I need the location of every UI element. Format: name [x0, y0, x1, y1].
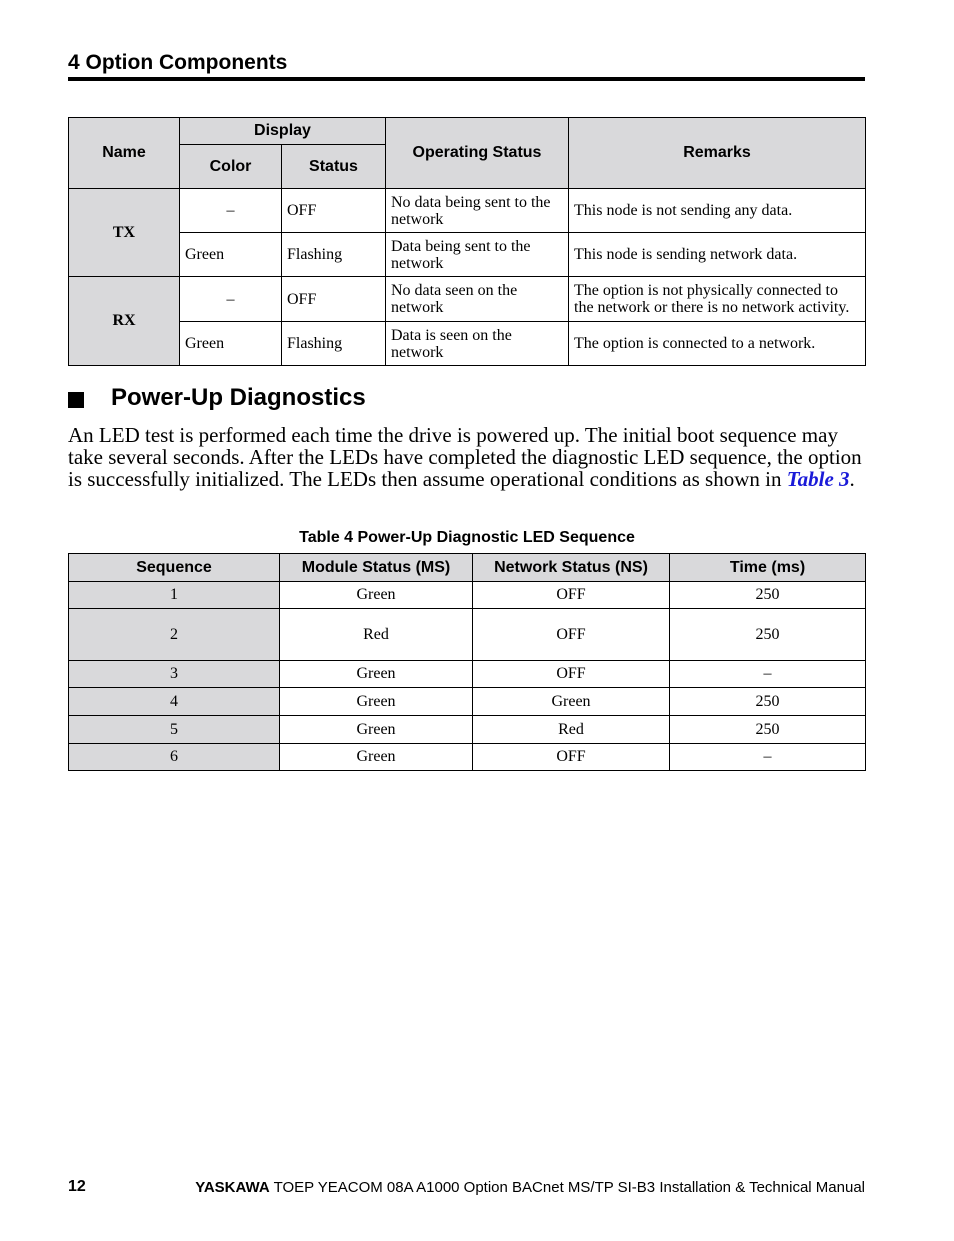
section-heading: [68, 384, 366, 412]
table-3-link[interactable]: Table 3: [786, 467, 850, 491]
paragraph-end: .: [849, 467, 855, 491]
power-up-sequence-table: [68, 553, 866, 771]
network-status-cell: OFF: [473, 744, 670, 771]
table-row: [69, 609, 866, 661]
led-operating-status: No data being sent to the network: [386, 189, 569, 233]
time-cell: 250: [670, 582, 866, 609]
module-status-cell: Green: [280, 661, 473, 688]
footer-brand: YASKAWA: [195, 1179, 270, 1196]
sequence-cell: 6: [69, 744, 280, 771]
led-color: Green: [180, 233, 282, 277]
led-status: Flashing: [282, 322, 386, 366]
table-caption: Table 4 Power-Up Diagnostic LED Sequence: [299, 529, 635, 546]
paragraph-text: An LED test is performed each time the drive is powered up. The initial boot sequence may take several seconds. After the LEDs have completed the diagnostic LED sequence, the option is successfully initialized. The LEDs then assume operational conditions as shown in: [68, 423, 862, 491]
header-network-status: Network Status (NS): [473, 554, 670, 582]
sequence-cell: 4: [69, 688, 280, 716]
network-status-cell: OFF: [473, 609, 670, 661]
header-remarks: Remarks: [569, 118, 866, 189]
chapter-rule: [68, 77, 865, 81]
footer-title: TOEP YEACOM 08A A1000 Option BACnet MS/TP SI-B3 Installation & Technical Manual: [273, 1179, 865, 1196]
table-row: [69, 716, 866, 744]
network-status-cell: OFF: [473, 582, 670, 609]
sequence-cell: 3: [69, 661, 280, 688]
table-row: [69, 688, 866, 716]
header-display: Display: [180, 118, 386, 145]
sequence-cell: 2: [69, 609, 280, 661]
header-time: Time (ms): [670, 554, 866, 582]
body-paragraph: [68, 424, 868, 490]
header-name: Name: [69, 118, 180, 189]
led-name-rx: RX: [69, 277, 180, 366]
header-color: Color: [180, 145, 282, 189]
page-number: 12: [68, 1178, 86, 1195]
table-row: [69, 744, 866, 771]
footer-manual-title: [195, 1179, 865, 1196]
network-status-cell: Red: [473, 716, 670, 744]
section-title: Power-Up Diagnostics: [111, 384, 366, 411]
module-status-cell: Red: [280, 609, 473, 661]
header-sequence: Sequence: [69, 554, 280, 582]
led-operating-status: Data is seen on the network: [386, 322, 569, 366]
sequence-cell: 1: [69, 582, 280, 609]
led-remarks: This node is sending network data.: [569, 233, 866, 277]
time-cell: 250: [670, 609, 866, 661]
led-remarks: This node is not sending any data.: [569, 189, 866, 233]
table-row: [69, 661, 866, 688]
led-status-table: [68, 117, 866, 366]
module-status-cell: Green: [280, 688, 473, 716]
led-remarks: The option is not physically connected to the network or there is no network activity.: [569, 277, 866, 322]
chapter-title: 4 Option Components: [68, 51, 288, 74]
sequence-cell: 5: [69, 716, 280, 744]
led-operating-status: Data being sent to the network: [386, 233, 569, 277]
time-cell: –: [670, 661, 866, 688]
time-cell: 250: [670, 688, 866, 716]
header-module-status: Module Status (MS): [280, 554, 473, 582]
module-status-cell: Green: [280, 582, 473, 609]
table-row: [69, 582, 866, 609]
time-cell: 250: [670, 716, 866, 744]
section-bullet-icon: [68, 392, 84, 408]
led-color: Green: [180, 322, 282, 366]
led-status: OFF: [282, 189, 386, 233]
header-status: Status: [282, 145, 386, 189]
module-status-cell: Green: [280, 744, 473, 771]
led-color: –: [180, 189, 282, 233]
network-status-cell: Green: [473, 688, 670, 716]
module-status-cell: Green: [280, 716, 473, 744]
time-cell: –: [670, 744, 866, 771]
led-operating-status: No data seen on the network: [386, 277, 569, 322]
led-status: Flashing: [282, 233, 386, 277]
led-remarks: The option is connected to a network.: [569, 322, 866, 366]
led-color: –: [180, 277, 282, 322]
led-name-tx: TX: [69, 189, 180, 277]
network-status-cell: OFF: [473, 661, 670, 688]
led-status: OFF: [282, 277, 386, 322]
header-operating-status: Operating Status: [386, 118, 569, 189]
